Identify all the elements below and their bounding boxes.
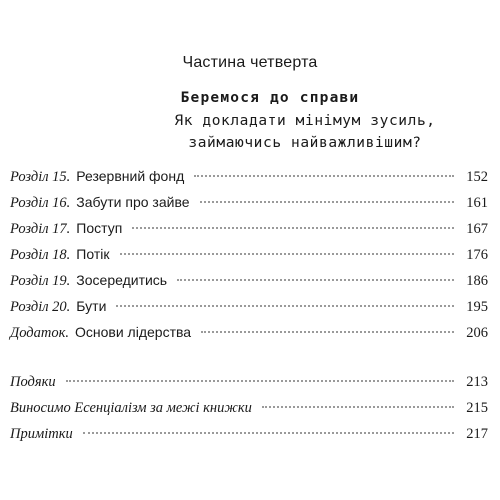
toc-dot-leader — [194, 175, 454, 177]
toc-dot-leader — [262, 406, 454, 408]
toc-entry-label: Розділ 16. — [10, 195, 71, 211]
toc-entry-chapter-16[interactable] — [10, 194, 488, 220]
toc-entry-title: Забути про зайве — [76, 194, 190, 210]
toc-entry-beyond-book[interactable] — [10, 400, 488, 426]
toc-entry-page: 215 — [466, 400, 488, 416]
toc-entry-page: 161 — [466, 195, 488, 211]
toc-entry-page: 195 — [466, 299, 488, 315]
toc-entry-label: Розділ 18. — [10, 247, 71, 263]
toc-entry-chapter-18[interactable] — [10, 246, 488, 272]
toc-entry-label: Додаток. — [10, 325, 69, 341]
toc-entry-label: Виносимо Есенціалізм за межі книжки — [10, 400, 252, 416]
toc-entry-notes[interactable] — [10, 426, 488, 452]
toc-entry-page: 213 — [466, 374, 488, 390]
toc-dot-leader — [66, 380, 454, 382]
toc-entry-appendix[interactable] — [10, 324, 488, 350]
toc-entry-label: Примітки — [10, 426, 73, 442]
toc-entry-page: 167 — [466, 221, 488, 237]
toc-entry-page: 186 — [466, 273, 488, 289]
toc-entry-page: 152 — [466, 169, 488, 185]
toc-dot-leader — [201, 331, 454, 333]
toc-entry-chapter-20[interactable] — [10, 298, 488, 324]
toc-entry-title: Резервний фонд — [76, 168, 185, 184]
section-subtitle-line-2: займаючись найважливішим? — [188, 135, 422, 151]
table-of-contents-extra — [10, 374, 488, 452]
section-subtitle-line-1: Як докладати мінімум зусиль, — [174, 113, 436, 129]
toc-dot-leader — [177, 279, 454, 281]
toc-entry-page: 206 — [466, 325, 488, 341]
toc-entry-chapter-15[interactable] — [10, 168, 488, 194]
toc-entry-chapter-17[interactable] — [10, 220, 488, 246]
toc-entry-label: Розділ 19. — [10, 273, 71, 289]
toc-dot-leader — [116, 305, 454, 307]
toc-entry-title: Бути — [76, 298, 107, 314]
toc-entry-label: Подяки — [10, 374, 56, 390]
toc-entry-title: Поступ — [76, 220, 123, 236]
toc-dot-leader — [83, 432, 454, 434]
toc-entry-title: Основи лідерства — [75, 324, 192, 340]
toc-entry-label: Розділ 17. — [10, 221, 71, 237]
toc-entry-label: Розділ 15. — [10, 169, 71, 185]
toc-entry-title: Потік — [76, 246, 110, 262]
toc-entry-chapter-19[interactable] — [10, 272, 488, 298]
toc-entry-title: Зосередитись — [76, 272, 168, 288]
table-of-contents-main — [10, 168, 488, 350]
toc-dot-leader — [132, 227, 454, 229]
toc-entry-page: 176 — [466, 247, 488, 263]
toc-entry-acknowledgements[interactable] — [10, 374, 488, 400]
toc-entry-page: 217 — [466, 426, 488, 442]
part-title: Частина четверта — [182, 54, 318, 71]
toc-dot-leader — [120, 253, 455, 255]
toc-dot-leader — [200, 201, 454, 203]
section-title: Беремося до справи — [180, 90, 360, 106]
toc-entry-label: Розділ 20. — [10, 299, 71, 315]
